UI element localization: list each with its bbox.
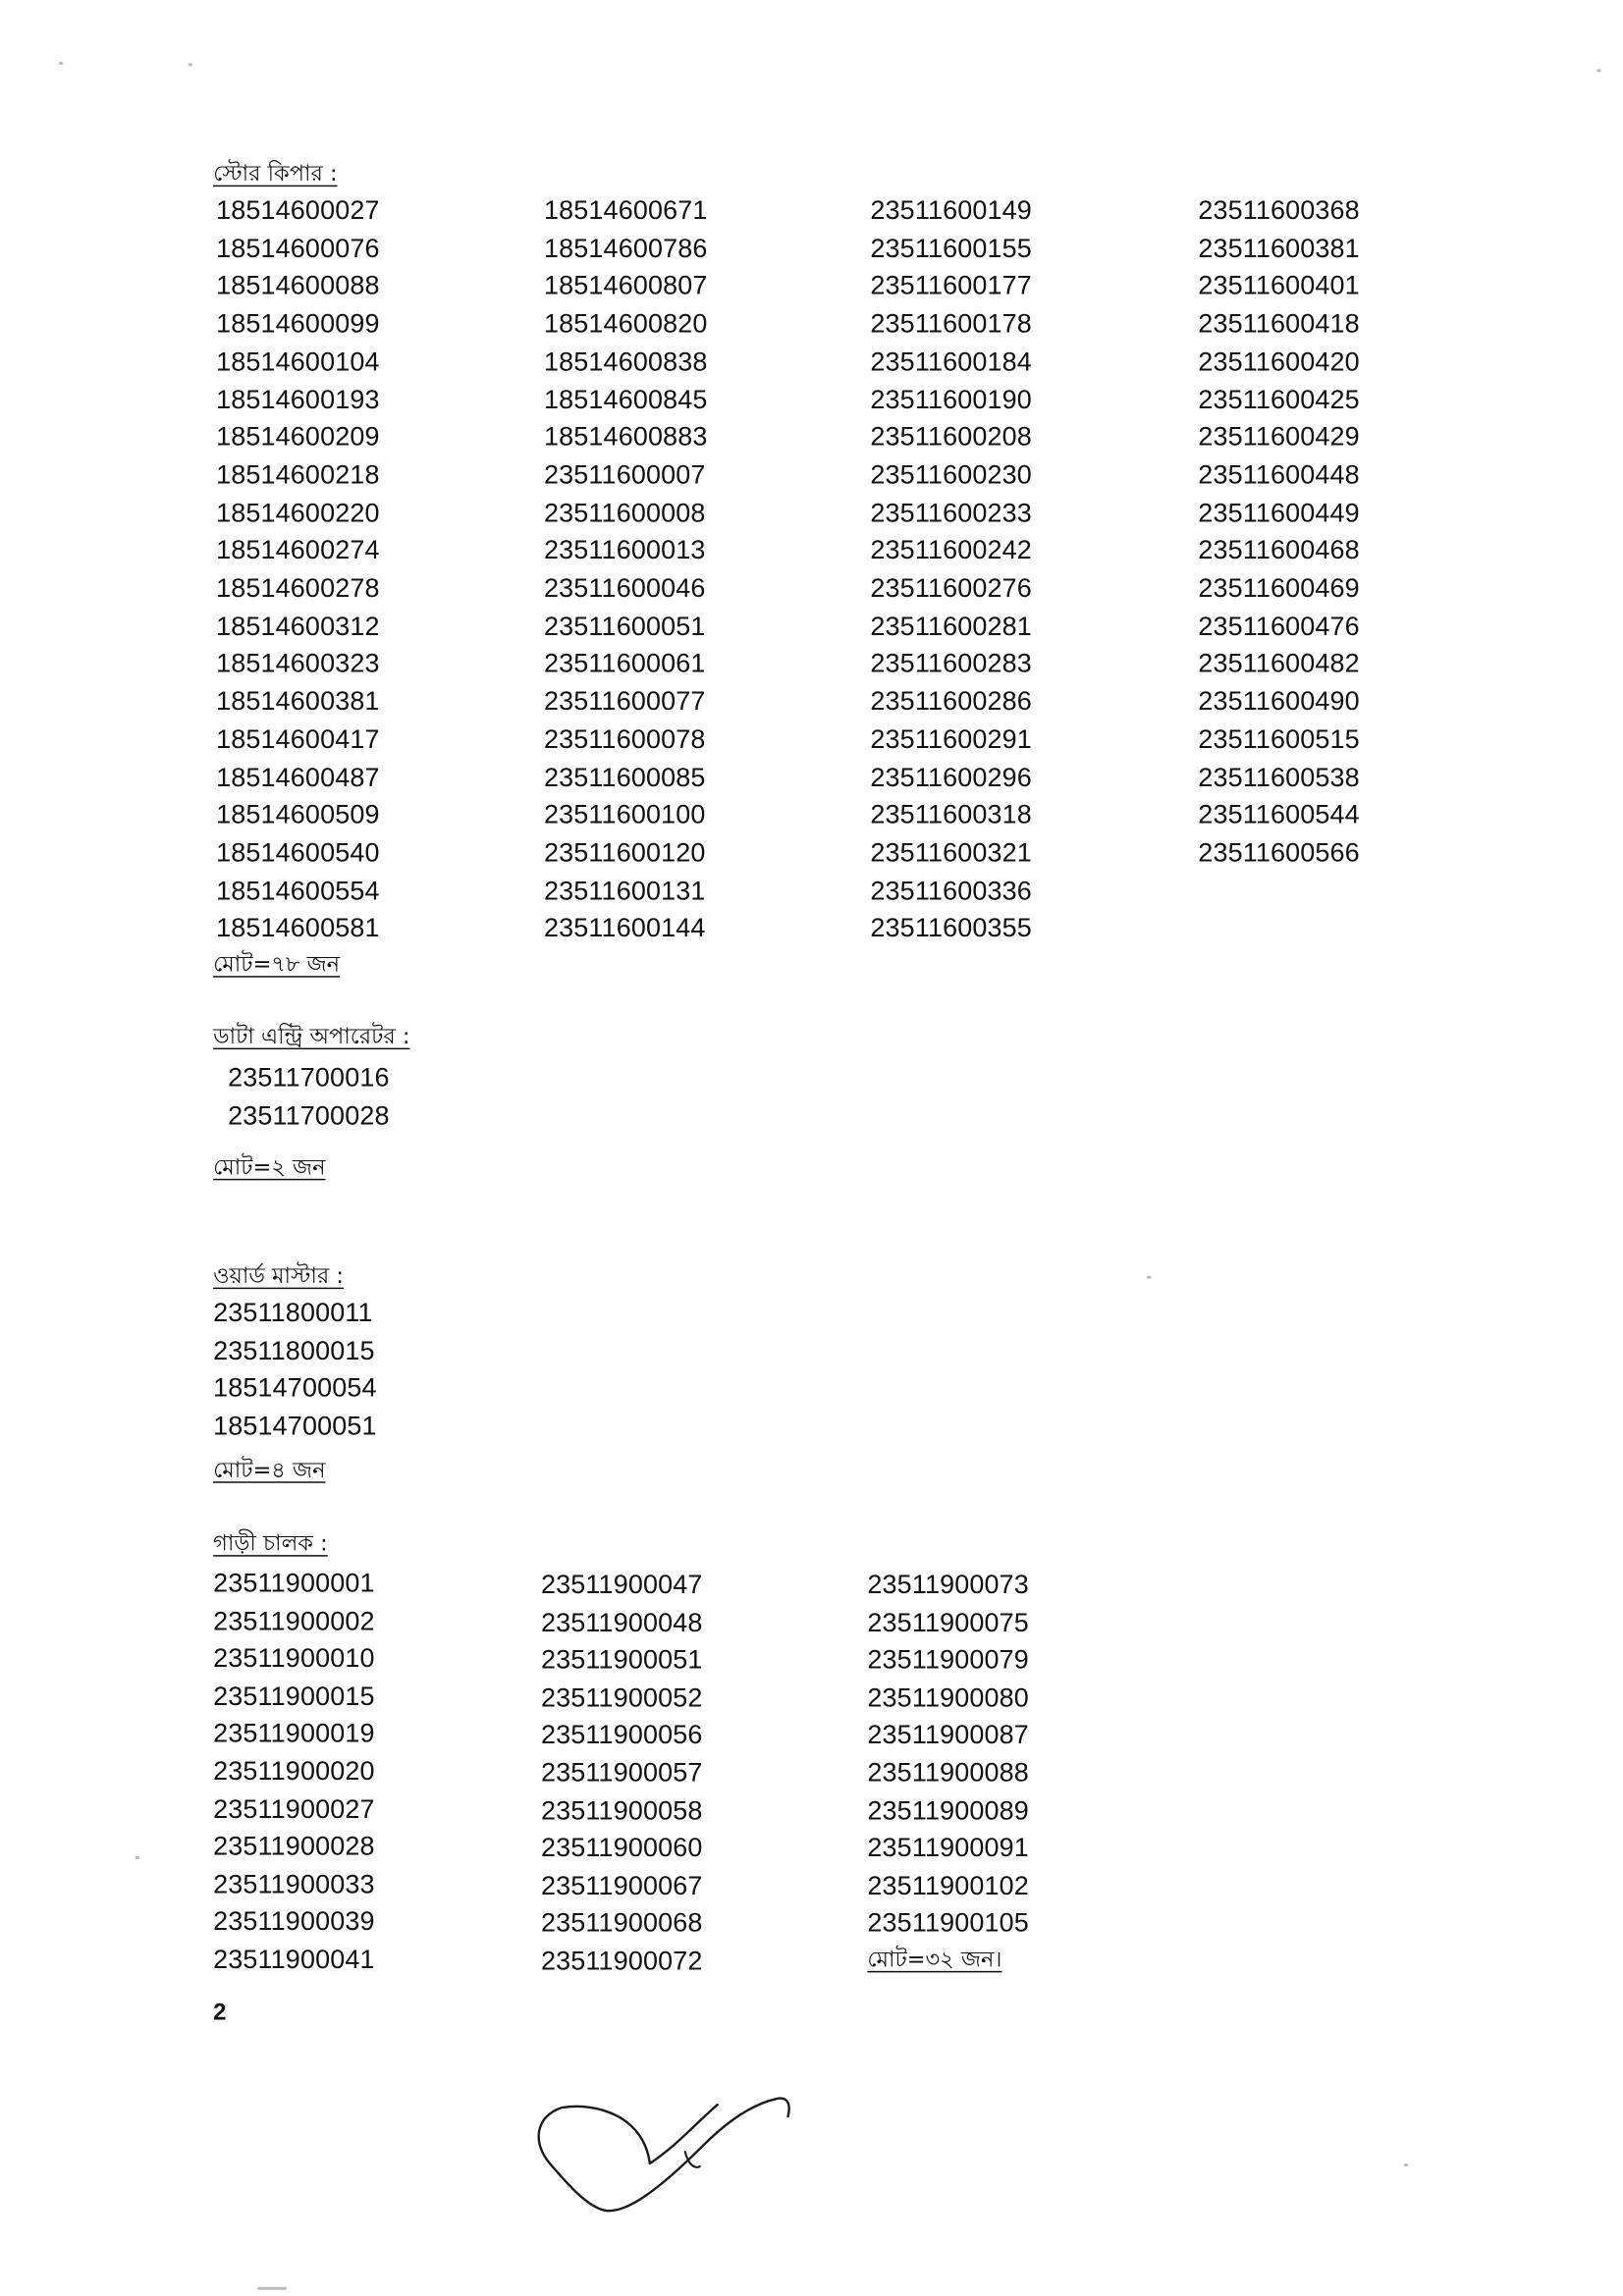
id-number: 23511600286 (870, 686, 1032, 717)
id-number: 23511900080 (867, 1682, 1029, 1713)
id-number: 23511600468 (1198, 535, 1360, 565)
section-heading-ward-master: ওয়ার্ড মাস্টার : (213, 1262, 345, 1290)
id-number: 23511900010 (213, 1643, 375, 1674)
id-number: 23511600190 (870, 384, 1032, 414)
id-number: 23511600281 (870, 611, 1032, 641)
id-number: 18514600312 (216, 611, 380, 641)
id-number: 23511600007 (544, 459, 706, 490)
section-heading-data-entry-operator: ডাটা এন্ট্রি অপারেটর : (213, 1023, 410, 1050)
id-number: 23511600046 (544, 572, 706, 603)
id-number: 23511900073 (867, 1570, 1029, 1600)
section-heading-store-keeper: স্টোর কিপার : (213, 160, 338, 187)
id-number: 23511600566 (1198, 837, 1360, 868)
id-number: 23511600469 (1198, 572, 1360, 603)
id-number: 23511600420 (1198, 347, 1360, 377)
id-number: 23511600208 (870, 422, 1032, 452)
id-number: 23511600120 (544, 837, 706, 868)
id-number: 23511900020 (213, 1756, 375, 1787)
id-column (544, 192, 708, 948)
id-number: 23511600448 (1198, 459, 1360, 490)
id-number: 18514600220 (216, 498, 380, 527)
id-number: 23511600449 (1198, 498, 1360, 527)
id-number: 23511600013 (544, 535, 706, 565)
id-column (228, 1058, 390, 1135)
id-number: 18514600218 (216, 459, 380, 490)
id-number: 18514600381 (216, 686, 380, 717)
id-number: 23511900058 (541, 1795, 703, 1825)
id-number: 18514600027 (216, 195, 380, 226)
id-column (216, 192, 380, 948)
id-number: 23511900075 (867, 1607, 1029, 1637)
id-number: 23511600418 (1198, 308, 1360, 339)
id-number: 23511900088 (867, 1757, 1029, 1788)
id-number: 23511900060 (541, 1833, 703, 1863)
id-number: 23511900068 (541, 1908, 703, 1938)
id-number: 23511600242 (870, 535, 1032, 565)
id-number: 23511600318 (870, 799, 1032, 829)
id-number: 23511700028 (228, 1100, 390, 1131)
id-number: 23511600401 (1198, 271, 1360, 301)
id-number: 23511600425 (1198, 384, 1360, 414)
id-number: 23511600490 (1198, 686, 1360, 717)
scan-speck (135, 1856, 139, 1859)
id-column (541, 1567, 703, 1981)
id-number: 18514600209 (216, 422, 380, 452)
id-number: 18514600540 (216, 837, 380, 868)
id-number: 23511900091 (867, 1833, 1029, 1863)
id-number: 18514600820 (544, 308, 708, 339)
id-number: 18514600076 (216, 233, 380, 263)
id-number: 23511900041 (213, 1944, 375, 1974)
id-column (1198, 192, 1360, 873)
id-number: 23511600538 (1198, 762, 1360, 792)
id-number: 23511600085 (544, 762, 706, 792)
id-number: 18514600417 (216, 723, 380, 754)
id-number: 23511800015 (213, 1335, 375, 1365)
id-column (870, 192, 1032, 948)
id-number: 18514600807 (544, 271, 708, 301)
id-number: 23511600177 (870, 271, 1032, 301)
id-number: 23511900052 (541, 1682, 703, 1713)
id-number: 23511600144 (544, 913, 706, 943)
section-heading-vehicle-driver: গাড়ী চালক : (213, 1529, 328, 1557)
scan-speck (1147, 1276, 1151, 1279)
id-number: 23511600078 (544, 723, 706, 754)
id-number: 23511800011 (213, 1298, 373, 1328)
id-number: 18514600786 (544, 233, 708, 263)
id-number: 23511900057 (541, 1757, 703, 1788)
id-number: 23511900051 (541, 1644, 703, 1675)
id-number: 23511600291 (870, 723, 1032, 754)
id-number: 23511900028 (213, 1831, 375, 1861)
id-number: 18514600193 (216, 384, 380, 414)
id-number: 23511900067 (541, 1870, 703, 1900)
id-number: 23511900102 (867, 1870, 1029, 1900)
section-total-vehicle-driver: মোট=৩২ জন। (867, 1946, 1002, 1973)
id-number: 18514600838 (544, 347, 708, 377)
id-number: 23511900089 (867, 1795, 1029, 1825)
id-number: 23511600355 (870, 913, 1032, 943)
id-number: 23511900079 (867, 1644, 1029, 1675)
id-number: 23511600100 (544, 799, 706, 829)
id-number: 23511600061 (544, 648, 706, 678)
id-number: 23511900027 (213, 1793, 375, 1824)
id-number: 23511600283 (870, 648, 1032, 678)
id-number: 18514600088 (216, 271, 380, 301)
id-number: 23511600233 (870, 498, 1032, 527)
scan-speck (1404, 2163, 1408, 2166)
id-number: 23511600544 (1198, 799, 1360, 829)
id-number: 23511600077 (544, 686, 706, 717)
id-number: 18514600509 (216, 799, 380, 829)
id-number: 23511900072 (541, 1946, 703, 1976)
signature-image (529, 2075, 808, 2222)
id-number: 23511900048 (541, 1607, 703, 1637)
id-number: 23511600155 (870, 233, 1032, 263)
id-number: 23511600321 (870, 837, 1032, 868)
scan-speck (59, 62, 63, 65)
id-number: 23511600368 (1198, 195, 1360, 226)
id-number: 18514600845 (544, 384, 708, 414)
id-number: 23511600381 (1198, 233, 1360, 263)
id-number: 18514700054 (213, 1373, 377, 1404)
id-number: 23511600051 (544, 611, 706, 641)
id-number: 23511600131 (544, 875, 706, 905)
section-total-store-keeper: মোট=৭৮ জন (213, 950, 341, 978)
id-number: 23511900002 (213, 1605, 375, 1635)
id-number: 23511900105 (867, 1908, 1029, 1938)
id-number: 23511900033 (213, 1869, 375, 1899)
id-number: 18514600487 (216, 762, 380, 792)
id-number: 23511900056 (541, 1720, 703, 1750)
id-number: 23511900039 (213, 1906, 375, 1937)
id-number: 23511900087 (867, 1720, 1029, 1750)
id-number: 18514600554 (216, 875, 380, 905)
id-number: 23511600230 (870, 459, 1032, 490)
id-number: 18514700051 (213, 1411, 377, 1441)
page-number: 2 (213, 2000, 227, 2026)
id-column (213, 1295, 377, 1446)
id-number: 23511900001 (213, 1568, 375, 1598)
id-number: 18514600671 (544, 195, 708, 226)
scan-speck (1596, 69, 1600, 72)
id-number: 18514600883 (544, 422, 708, 452)
id-number: 23511600008 (544, 498, 706, 527)
section-total-data-entry-operator: মোট=২ জন (213, 1153, 326, 1181)
id-number: 18514600274 (216, 535, 380, 565)
id-number: 23511600184 (870, 347, 1032, 377)
id-number: 23511600296 (870, 762, 1032, 792)
id-number: 23511600336 (870, 875, 1032, 905)
id-number: 23511600149 (870, 195, 1032, 226)
id-number: 23511600482 (1198, 648, 1360, 678)
id-number: 23511600515 (1198, 723, 1360, 754)
id-column (867, 1567, 1029, 1943)
id-number: 23511900015 (213, 1681, 375, 1711)
id-number: 23511900047 (541, 1570, 703, 1600)
scan-speck (257, 2287, 287, 2290)
scan-speck (189, 63, 192, 66)
id-number: 23511600178 (870, 308, 1032, 339)
id-number: 18514600581 (216, 913, 380, 943)
id-number: 18514600104 (216, 347, 380, 377)
id-number: 23511900019 (213, 1718, 375, 1748)
id-number: 18514600323 (216, 648, 380, 678)
id-number: 23511600476 (1198, 611, 1360, 641)
id-number: 18514600099 (216, 308, 380, 339)
id-column (213, 1566, 375, 1980)
section-total-ward-master: মোট=৪ জন (213, 1456, 326, 1483)
id-number: 23511700016 (228, 1062, 390, 1093)
id-number: 23511600276 (870, 572, 1032, 603)
id-number: 18514600278 (216, 572, 380, 603)
id-number: 23511600429 (1198, 422, 1360, 452)
